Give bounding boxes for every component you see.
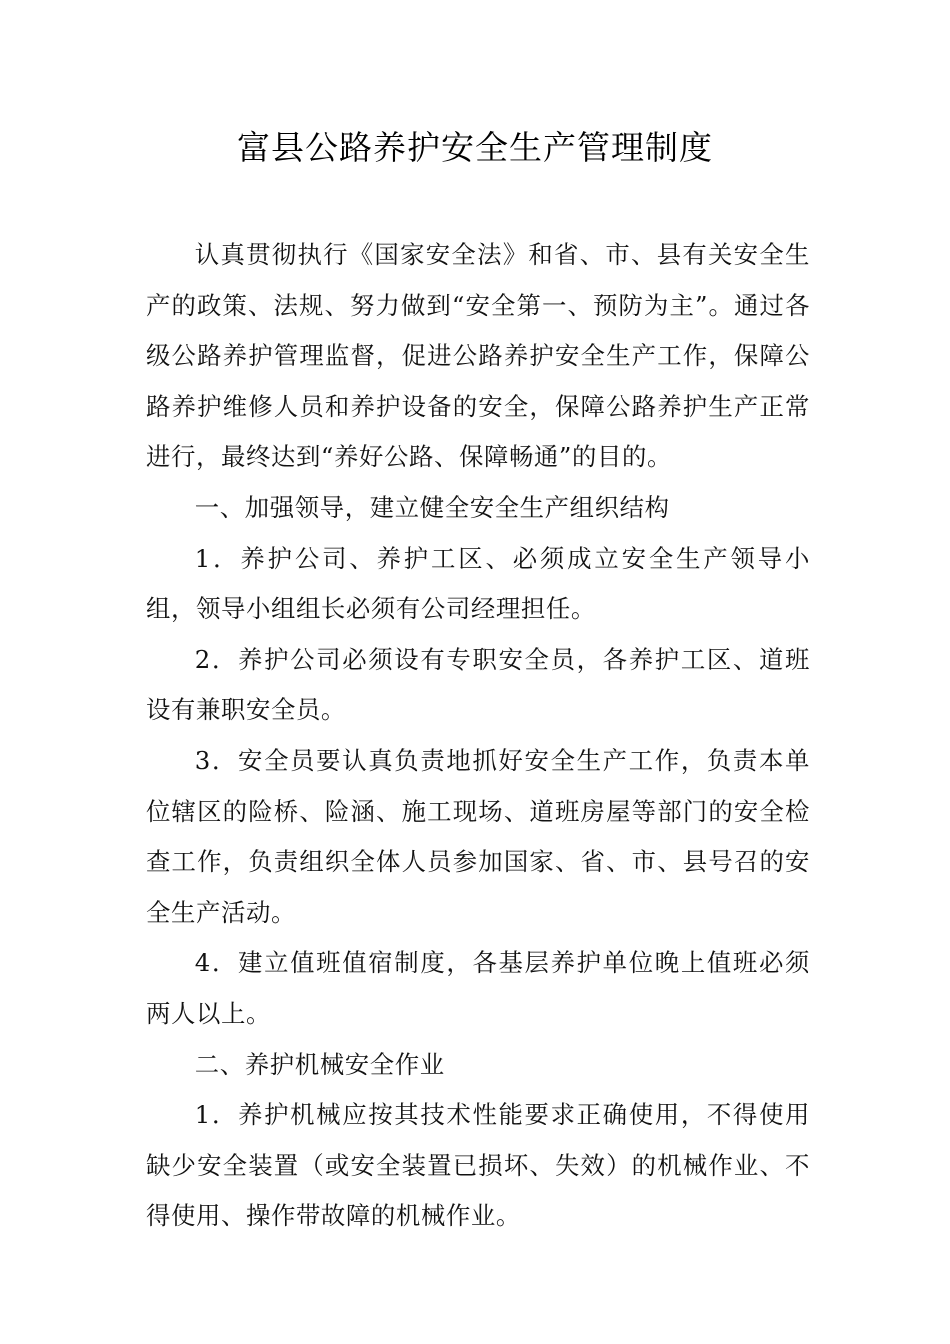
section-1-item-4: 4．建立值班值宿制度，各基层养护单位晚上值班必须两人以上。 xyxy=(146,948,810,1028)
section-heading-2: 二、养护机械安全作业 xyxy=(194,1049,445,1079)
section-1-item-1: 1．养护公司、养护工区、必须成立安全生产领导小组，领导小组组长必须有公司经理担任。 xyxy=(146,543,810,624)
document-body xyxy=(146,230,810,1242)
document-title: 富县公路养护安全生产管理制度 xyxy=(237,128,713,167)
section-2-item-1: 1．养护机械应按其技术性能要求正确使用，不得使用缺少安全装置（或安全装置已损坏、失效）的机械作业、不得使用、操作带故障的机械作业。 xyxy=(146,1100,810,1231)
intro-paragraph: 认真贯彻执行《国家安全法》和省、市、县有关安全生产的政策、法规、努力做到“安全第一、预防为主”。通过各级公路养护管理监督，促进公路养护安全生产工作，保障公路养护维修人员和养护设备的安全，保障公路养护生产正常进行，最终达到“养好公路、保障畅通”的目的。 xyxy=(146,240,810,472)
section-heading-1: 一、加强领导，建立健全安全生产组织结构 xyxy=(194,492,670,522)
section-1-item-2: 2．养护公司必须设有专职安全员，各养护工区、道班设有兼职安全员。 xyxy=(146,644,810,725)
section-1-item-3: 3．安全员要认真负责地抓好安全生产工作，负责本单位辖区的险桥、险涵、施工现场、道班房屋等部门的安全检查工作，负责组织全体人员参加国家、省、市、县号召的安全生产活动。 xyxy=(146,745,810,927)
